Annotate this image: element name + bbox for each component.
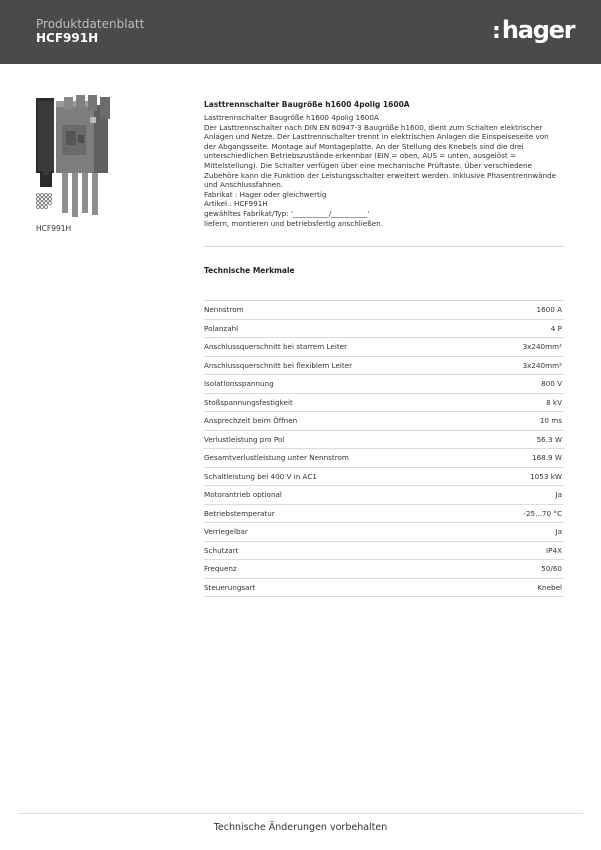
spec-value: 3x240mm² xyxy=(522,360,562,370)
spec-row xyxy=(204,542,564,561)
spec-label: Isolationsspannung xyxy=(204,379,274,389)
spec-value: 10 ms xyxy=(539,416,562,426)
spec-row xyxy=(204,394,564,413)
spec-label: Verriegelbar xyxy=(204,527,248,537)
footer-divider xyxy=(18,813,583,814)
spec-label: Anschlussquerschnitt bei flexiblem Leiter xyxy=(204,360,353,370)
spec-value: 168.9 W xyxy=(532,453,562,463)
spec-label: Gesamtverlustleistung unter Nennstrom xyxy=(204,453,349,463)
spec-value: 4 P xyxy=(550,323,562,333)
spec-value: 800 V xyxy=(541,379,562,389)
product-image xyxy=(34,95,118,220)
description-line: Der Lasttrennschalter nach DIN EN 60947-3 Baugröße h1600, dient zum Schalten elektrischer xyxy=(204,122,543,132)
spec-label: Betriebstemperatur xyxy=(204,508,275,518)
spec-value: 1600 A xyxy=(536,305,562,315)
spec-row xyxy=(204,468,564,487)
description-line: unterschiedlichen Betriebszustände erkennbar (EIN = oben, AUS = unten, ausgelöst = xyxy=(204,151,516,161)
spec-value: Knebel xyxy=(537,582,562,592)
spec-value: 1053 kW xyxy=(530,471,562,481)
hager-logo-text: hager xyxy=(501,16,575,44)
specs-table xyxy=(204,300,564,597)
document-code: HCF991H xyxy=(36,31,99,45)
spec-value: 3x240mm² xyxy=(522,342,562,352)
spec-row xyxy=(204,412,564,431)
spec-row xyxy=(204,431,564,450)
spec-row xyxy=(204,560,564,579)
spec-label: Anschlussquerschnitt bei starrem Leiter xyxy=(204,342,348,352)
spec-row xyxy=(204,449,564,468)
specs-section-title: Technische Merkmale xyxy=(204,266,295,275)
spec-label: Steuerungsart xyxy=(204,582,256,592)
spec-row xyxy=(204,320,564,339)
spec-value: 50/60 xyxy=(541,564,562,574)
hager-logo-mark: : xyxy=(492,19,501,44)
description-line: Artikel : HCF991H xyxy=(204,199,268,209)
description-line: Anlagen und Netze. Der Lasttrennschalter trennt in elektrischen Anlagen die Einspeiseseite von xyxy=(204,132,549,142)
spec-row xyxy=(204,301,564,320)
spec-row xyxy=(204,505,564,524)
spec-label: Nennstrom xyxy=(204,305,244,315)
product-description xyxy=(204,113,566,228)
spec-value: 8 kV xyxy=(546,397,562,407)
page-header xyxy=(0,0,601,64)
description-line: gewähltes Fabrikat/Typ: '__________/__________' xyxy=(204,208,370,218)
spec-label: Motorantrieb optional xyxy=(204,490,282,500)
description-line: Mittelstellung). Die Schalter verfügen über eine mechanische Prüftaste. Über verschiedene xyxy=(204,160,532,170)
spec-value: -25...70 °C xyxy=(523,508,562,518)
spec-label: Schaltleistung bei 400 V in AC1 xyxy=(204,471,317,481)
spec-row xyxy=(204,486,564,505)
spec-row xyxy=(204,579,564,598)
spec-value: Ja xyxy=(555,490,562,500)
document-type: Produktdatenblatt xyxy=(36,17,145,31)
spec-label: Schutzart xyxy=(204,545,239,555)
description-line: Lasttrennschalter Baugröße h1600 4polig 1600A xyxy=(204,113,379,122)
spec-label: Frequenz xyxy=(204,564,237,574)
spec-row xyxy=(204,357,564,376)
spec-value: IP4X xyxy=(546,545,562,555)
footer-note: Technische Änderungen vorbehalten xyxy=(213,822,388,833)
description-line: liefern, montieren und betriebsfertig anschließen. xyxy=(204,218,383,228)
spec-row xyxy=(204,523,564,542)
spec-label: Ansprechzeit beim Öffnen xyxy=(204,416,298,426)
description-line: Fabrikat : Hager oder gleichwertig xyxy=(204,189,327,199)
description-line: Zubehöre kann die Funktion der Leistungsschalter erweitert werden. Inklusive Phasentrennwände xyxy=(204,170,557,180)
spec-label: Polanzahl xyxy=(204,323,239,333)
section-divider xyxy=(204,246,564,247)
hager-logo xyxy=(492,16,574,44)
description-line: und Anschlussfahnen. xyxy=(204,180,284,190)
spec-value: 56.3 W xyxy=(536,434,562,444)
spec-label: Stoßspannungsfestigkeit xyxy=(204,397,293,407)
spec-row xyxy=(204,375,564,394)
spec-row xyxy=(204,338,564,357)
description-line: der Abgangsseite. Montage auf Montageplatte. An der Stellung des Knebels sind die drei xyxy=(204,141,524,151)
spec-label: Verlustleistung pro Pol xyxy=(204,434,285,444)
product-title: Lasttrennschalter Baugröße h1600 4polig 1600A xyxy=(204,100,410,109)
spec-value: Ja xyxy=(555,527,562,537)
product-image-caption: HCF991H xyxy=(36,224,72,233)
